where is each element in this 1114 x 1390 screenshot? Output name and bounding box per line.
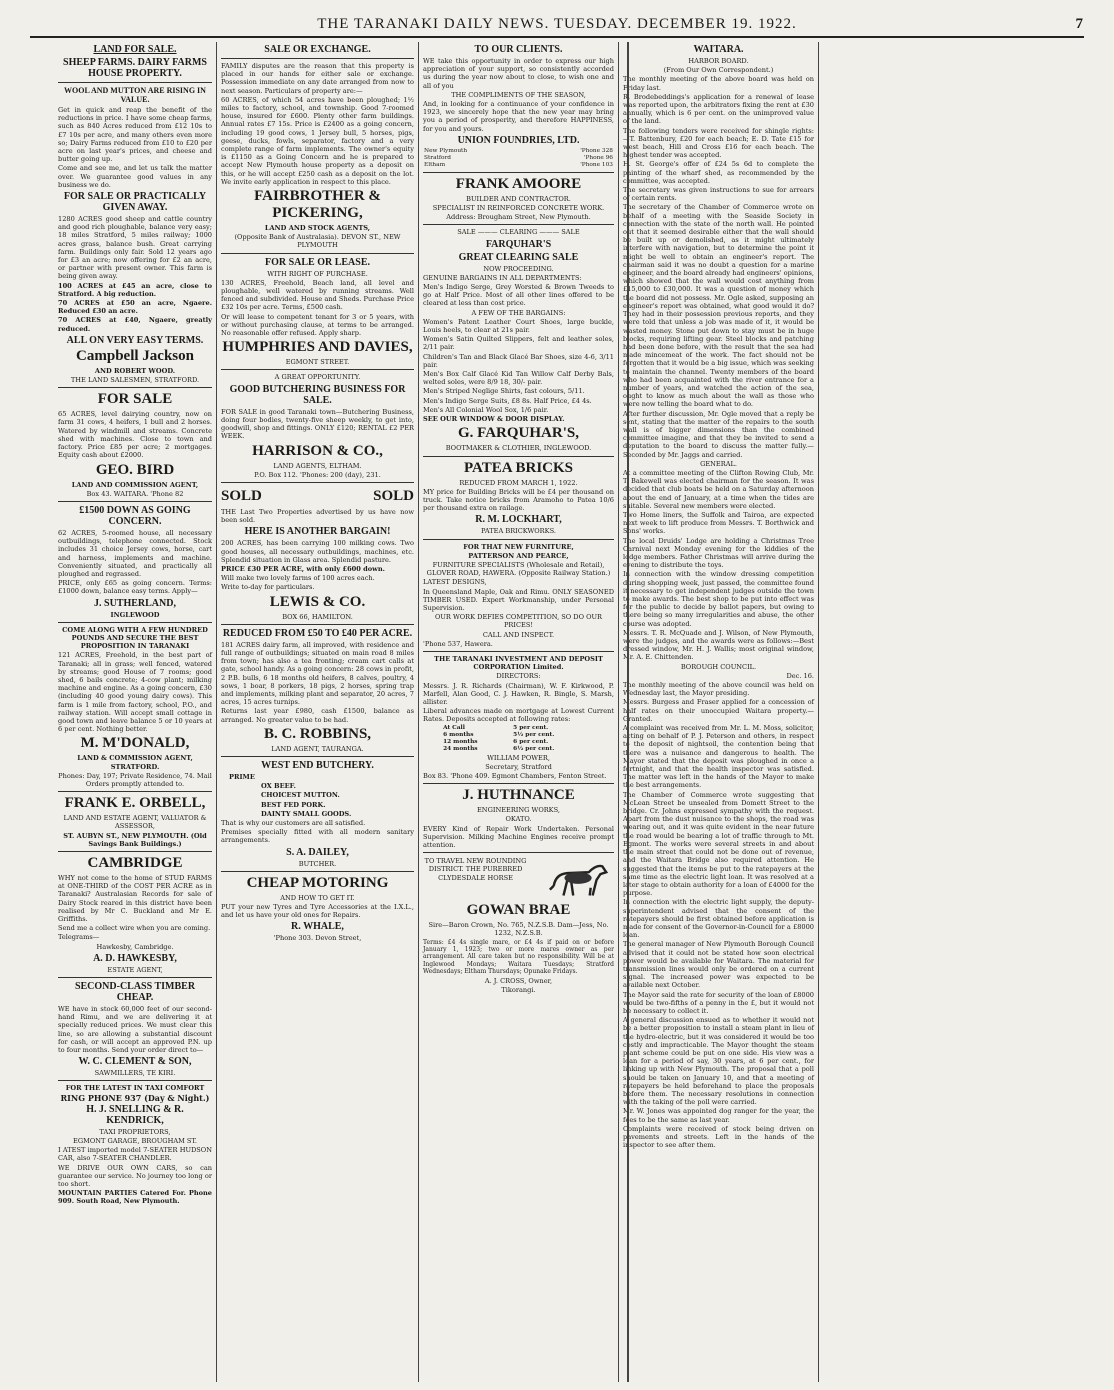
agent-detail: ENGINEERING WORKS,: [476, 806, 560, 815]
article-text: In connection with the window dressing competition during shopping week, just passed, the committee found it necessary to get independent judges outside the town to make awards. The best shop to be put into effect was for the public to decide by ballot papers, but owing to there being so many irregularities and abuse, the other course was adopted.: [623, 570, 814, 628]
ad-text: FURNITURE SPECIALISTS (Wholesale and Retail), GLOVER ROAD, HAWERA. (Opposite Railway Station.): [426, 560, 611, 578]
article-subheading: BOROUGH COUNCIL.: [680, 662, 757, 671]
agent-name: R. M. LOCKHART,: [475, 514, 562, 526]
ad-subheading: A FEW OF THE BARGAINS:: [471, 308, 566, 317]
ad-subheading: WITH RIGHT OF PURCHASE.: [267, 269, 368, 278]
ad-heading: CHEAP MOTORING: [246, 874, 389, 891]
cell: 6½ per cent.: [513, 745, 555, 752]
agent-name: S. A. DAILEY,: [286, 846, 349, 858]
agent-detail: BOOTMAKER & CLOTHIER, INGLEWOOD.: [445, 444, 592, 453]
horse-illustration: [546, 858, 614, 898]
article-subheading: HARBOR BOARD.: [688, 57, 749, 65]
ad-text: 70 ACRES at £40, Ngaere, greatly reduced.: [58, 316, 212, 333]
ad-text: MOUNTAIN PARTIES Catered For. Phone 909. South Road, New Plymouth.: [58, 1189, 212, 1206]
cell: Eltham: [424, 161, 446, 168]
ad-text: Sire—Baron Crown, No. 765, N.Z.S.B. Dam—Jess, No. 1232, N.Z.S.B.: [428, 921, 609, 938]
cell: 6 per cent.: [513, 738, 549, 745]
agent-name: J. HUTHNANCE: [462, 787, 575, 804]
ad-subheading: THE COMPLIMENTS OF THE SEASON,: [451, 90, 586, 99]
ad-heading: FOR SALE: [97, 391, 173, 408]
ad-heading: TO TRAVEL NEW ROUNDING DISTRICT. THE PUREBRED CLYDESDALE HORSE: [424, 857, 527, 882]
ad-text: Or will lease to competent tenant for 3 or 5 years, with or without purchasing clause, at terms to be arranged. No reasonable offer refused. Apply sharp.: [221, 312, 414, 338]
agent-detail: P.O. Box 112. 'Phones: 200 (day), 231.: [254, 470, 381, 479]
ad-text: Come and see me, and let us talk the matter over. We guarantee good values in any business we do.: [58, 164, 212, 189]
ad-text: PRICE, only £65 as going concern. Terms: £1000 down, balance easy terms. Apply—: [58, 579, 212, 596]
list-item: BEST FED PORK.: [261, 800, 326, 809]
agent-name: A. J. CROSS, Owner,: [484, 976, 553, 985]
article-text: H. St. George's offer of £24 5s 6d to complete the painting of the wharf shed, as recommended by the committee, was accepted.: [623, 160, 814, 185]
ad-text: 70 ACRES at £50 an acre, Ngaere. Reduced £30 an acre.: [58, 299, 212, 316]
ad-heading: ALL ON VERY EASY TERMS.: [66, 334, 204, 346]
ad-text: Liberal advances made on mortgage at Lowest Current Rates. Deposits accepted at following rates:: [423, 707, 614, 724]
article-text: The Mayor said the rate for security of the loan of £8000 would be two-fifths of a penny in the £, but it would not be necessary to collect it.: [623, 990, 814, 1015]
ad-text: In Queensland Maple, Oak and Rimu. ONLY SEASONED TIMBER USED. Expert Workmanship, under Personal Supervision.: [423, 587, 614, 612]
cell: New Plymouth: [424, 147, 468, 154]
masthead: [30, 14, 1084, 38]
agent-detail: ST. AUBYN ST., NEW PLYMOUTH. (Old Savings Bank Buildings.): [63, 831, 207, 848]
ad-heading: GREAT CLEARING SALE: [458, 251, 579, 263]
agent-name: H. J. SNELLING & R. KENDRICK,: [86, 1103, 184, 1126]
agent-name: J. SUTHERLAND,: [94, 597, 176, 609]
article-byline: (From Our Own Correspondent.): [663, 66, 774, 75]
agent-detail: THE LAND SALESMEN, STRATFORD.: [70, 376, 200, 385]
ad-text: Get in quick and reap the benefit of the reductions in price. I have some cheap farms, such as 840 Acres reduced from £12 10s to £7 10s per acre, and many others even more so; Dairy Farms reduced from £10 to £20 per acre on last year's prices, and cheese and butter going up.: [58, 106, 212, 164]
list-item: DAINTY SMALL GOODS.: [261, 809, 352, 818]
ad-text: GENUINE BARGAINS IN ALL DEPARTMENTS:: [423, 273, 582, 282]
agent-detail: EGMONT GARAGE, BROUGHAM ST.: [73, 1137, 197, 1146]
list-item: CHOICEST MUTTON.: [261, 791, 340, 800]
agent-detail: 'Phone 303. Devon Street,: [273, 934, 362, 943]
ad-heading: SALE OR EXCHANGE.: [264, 44, 371, 55]
article-text: A complaint was received from Mr. L. M. Moss, solicitor, acting on behalf of P. J. Peterson and others, in respect to the deposit of nightsoil, the contention being that there was a nuisance and dangerous to health. The Mayor stated that the deposit was ploughed in once a fortnight, and that the health inspector was satisfied. The matter was left in the hands of the Mayor to make the best arrangements.: [623, 724, 814, 790]
ad-heading: GOOD BUTCHERING BUSINESS FOR SALE.: [229, 383, 406, 406]
article-text: The monthly meeting of the above council was held on Wednesday last, the Mayor presiding.: [623, 681, 814, 698]
ad-heading: SALE ——— CLEARING ——— SALE: [457, 228, 580, 237]
ad-text: FOR SALE in good Taranaki town—Butchering Business, doing four bodies, twenty-five sheep weekly, to get into, goodwill, shop and fittings. ONLY £120; RENTAL £2 PER WEEK.: [221, 407, 414, 441]
ad-text: Messrs. J. R. Richards (Chairman), W. F. Kirkwood, P. Marfell, Alan Good, C. J. Hawken, R. Bingle, S. Marsh, allister.: [423, 681, 614, 706]
cell: 5½ per cent.: [513, 731, 555, 738]
ad-text: Men's Indigo Serge Suits, £8 8s. Half Price, £4 4s.: [423, 396, 592, 405]
ad-heading: FOR THAT NEW FURNITURE,: [463, 542, 574, 551]
cell: 24 months: [443, 745, 478, 752]
ad-text: WHY not come to the home of STUD FARMS at ONE-THIRD of the COST PER ACRE as in Taranaki? Australasian Records for sale of Dairy Stock reared in this district have been realised by Mr C. Buckland and Mr E. Griffiths.: [58, 874, 212, 924]
ad-heading: REDUCED FROM £50 TO £40 PER ACRE.: [222, 627, 413, 639]
sold-label: SOLD: [221, 487, 262, 504]
agent-detail: LAND AND COMMISSION AGENT,: [71, 480, 199, 489]
masthead-title: THE TARANAKI DAILY NEWS. TUESDAY. DECEMBER 19. 1922.: [317, 16, 797, 32]
ad-text: Men's Striped Neglige Shirts, fast colours, 5/11.: [423, 387, 585, 396]
article-subheading: GENERAL.: [700, 459, 737, 468]
ad-text: 62 ACRES, 5-roomed house, all necessary outbuildings, telephone connected. Stock includes 31 choice Jersey cows, horse, cart and harness, implements and machine. Conveniently situated, and practically all ploughed and regrassed.: [58, 528, 212, 578]
ad-text: 100 ACRES at £45 an acre, close to Stratford. A big reduction.: [58, 281, 212, 298]
ad-text: Terms: £4 4s single mare, or £4 4s if paid on or before January 1, 1923; two or more mares owner as per arrangement. All care taken but no responsibility. Will be at Inglewood Mondays; Waitara Tuesdays; Stratford Wednesdays; Eltham Thursdays; Opunake Fridays.: [423, 938, 614, 976]
ad-text: 200 ACRES, has been carrying 100 milking cows. Two good houses, all necessary outbuildings, machines, etc. Splendid situation in Glass area. Splendid pasture.: [221, 539, 414, 564]
ad-text: RING PHONE 937 (Day & Night.): [60, 1092, 210, 1103]
agent-detail: BOX 66, HAMILTON.: [282, 612, 353, 621]
agent-detail: OKATO.: [505, 815, 532, 824]
cell: 6 months: [443, 731, 474, 738]
table-row: [442, 746, 595, 753]
ad-text: Women's Patent Leather Court Shoes, large buckle, Louis heels, to clear at 21s pair.: [423, 317, 614, 335]
agent-detail: Box 43. WAITARA. 'Phone 82: [86, 489, 184, 498]
sold-banner: [221, 486, 414, 507]
agent-detail: Secretary, Stratford: [485, 762, 552, 771]
ad-text: Address: Brougham Street, New Plymouth.: [446, 213, 591, 222]
agent-detail: LAND AGENTS, ELTHAM.: [273, 461, 362, 470]
ad-text: WE take this opportunity in order to express our high appreciation of your support, so consistently accorded us during the year now about to close, to wish one and all of you: [423, 57, 614, 90]
article-text: The monthly meeting of the above board was held on Friday last.: [623, 75, 814, 92]
agent-detail: Phones: Day, 197; Private Residence, 74. Mail Orders promptly attended to.: [58, 771, 212, 788]
article-text: Mr. W. Jones was appointed dog ranger for the year, the fees to be the same as last year.: [623, 1107, 814, 1124]
agent-name: Campbell Jackson: [76, 347, 194, 364]
ad-text: Men's Box Calf Glacé Kid Tan Willow Calf Derby Bals, welted soles, were 8/9 18, 30/- pair.: [423, 370, 614, 387]
cell: 'Phone 96: [583, 154, 613, 161]
article-text: The following tenders were received for shingle rights:—T. Battenbury, £20 for each beach; E. D. Tate £15 for west beach, Hill and Cross £16 for each beach. The highest tender was accepted.: [623, 126, 814, 160]
article-heading: WAITARA.: [693, 44, 744, 55]
agent-name: WILLIAM POWER,: [487, 753, 550, 762]
article-date: Dec. 16.: [786, 671, 814, 680]
ad-heading: A GREAT OPPORTUNITY.: [274, 373, 361, 382]
ad-text: Telegrams—: [58, 933, 100, 942]
ad-text: Children's Tan and Black Glacé Bar Shoes, size 4-6, 3/11 pair.: [423, 352, 614, 369]
ad-heading: FARQUHAR'S: [485, 238, 552, 250]
ad-heading: FOR SALE OR PRACTICALLY GIVEN AWAY.: [63, 191, 207, 214]
ad-text: Women's Satin Quilted Slippers, felt and leather soles, 2/11 pair.: [423, 335, 614, 352]
article-text: After further discussion, Mr. Ogle moved that a reply be sent, stating that the matter of the repairs to the south wall is of bigger dimensions than the combined committee imagine, and that they be invited to send a deputation to the board to discuss the matter fully.—Seconded by Mr. Jaggs and carried.: [623, 409, 814, 459]
agent-detail: PATEA BRICKWORKS.: [481, 527, 556, 536]
table-row: [442, 732, 595, 739]
sold-label: SOLD: [373, 487, 414, 504]
agent-name: HUMPHRIES AND DAVIES,: [222, 339, 413, 356]
cell: At Call: [443, 724, 465, 731]
article-text: The general manager of New Plymouth Borough Council advised that it could not be stated how soon electrical power would be available for Waitara. The material for transmission lines would only be ordered on a current signal. The increased power was expected to be available next October.: [623, 940, 814, 990]
article-text: R. Brodebeddings's application for a renewal of lease was reported upon, the arbitrators fixing the rent at £30 annually, which is 6 per cent. on the unimproved value of the land.: [623, 92, 814, 126]
article-text: At a committee meeting of the Clifton Rowing Club, Mr. T. Bakewell was elected chairman for the season. It was decided that club boats be held on a Saturday afternoon about the end of January, at a time when the tides are suitable. Several new members were elected.: [623, 468, 814, 510]
ad-heading: SECOND-CLASS TIMBER CHEAP.: [74, 981, 196, 1004]
agent-name: FAIRBROTHER & PICKERING,: [254, 188, 381, 222]
ad-text: Men's All Colonial Wool Sox, 1/6 pair.: [423, 405, 549, 414]
agent-name: B. C. ROBBINS,: [263, 725, 372, 742]
column-2: [217, 42, 419, 1382]
article-text: The secretary of the Chamber of Commerce wrote on behalf of a meeting with the Seaside Society in connection with the state of the north wall. He pointed out that it seemed desirable either that the wall should be built up or demolished, as it might ultimately interfere with navigation, but to determine the point it might be well to obtain an engineer's report. The chairman said it was no doubt a question for a marine engineer, and the board already had engineers' opinions, which showed that the wall would cost anything from £15,000 to £30,000. It was a question of money which the board did not possess. Mr. Ogle asked, supposing an engineer's report was obtained, what good would it do? They had in their possession previous reports, and they were told that unless a job was made of it, it would be wasted money. Stone put down to stay must be in huge blocks, requiring lifting gear. Steel blocks and patching had been done before, with the result that the sea had made mincemeat of the work. The fact should not be forgotten that it would be a big issue, which was seeking to maintain the channel. Twenty members of the board who had been acquainted with the river entrance for a number of years, and watched the action of the sea, ought to know as much about the wall as those who were now telling the board what to do.: [623, 203, 815, 409]
ad-subheading: WOOL AND MUTTON ARE RISING IN VALUE.: [64, 86, 206, 104]
ad-text: 60 ACRES, of which 54 acres have been ploughed; 1½ miles to factory, school, and township. Good 7-roomed house, insured for £600. Plenty other farm buildings. Annual rates £7 15s. Price is £2400 as a going concern, including 19 good cows, 1 Jersey bull, 5 horses, pigs, geese, ducks, fowls, separator, factory and a very complete range of farm implements. The owner's equity is £1150 as a Going Concern and he is prepared to accept New Plymouth house property as a deposit on this, or he will accept £250 cash as a deposit on the lot. We invite early application in respect to this place.: [221, 95, 414, 186]
ad-heading: COME ALONG WITH A FEW HUNDRED POUNDS AND SECURE THE BEST PROPOSITION IN TARANAKI: [62, 625, 208, 651]
agent-name: W. C. CLEMENT & SON,: [78, 1056, 192, 1068]
rates-table: [442, 725, 595, 753]
ad-subheading: NOW PROCEEDING.: [483, 264, 554, 273]
ad-text: MY price for Building Bricks will be £4 per thousand on truck. Take notice bricks from Aramoho to Patea 10/6 per thousand extra on railage.: [423, 487, 614, 513]
ad-heading: THE TARANAKI INVESTMENT AND DEPOSIT CORPORATION Limited.: [434, 654, 603, 672]
ad-text: OUR WORK DEFIES COMPETITION, SO DO OUR PRICES!: [434, 613, 603, 630]
article-text: Messrs. Burgess and Fraser applied for a concession of half rates on their unoccupied Waitara property.—Granted.: [623, 698, 814, 723]
ad-text: FAMILY disputes are the reason that this property is placed in our hands for either sale or exchange. Possession immediate on any date arranged from now to next season. Particulars of property are:—: [221, 62, 414, 95]
ad-text: PUT your new Tyres and Tyre Accessories at the I.X.L., and let us have your old ones for Repairs.: [221, 903, 414, 920]
ad-text: Write to-day for particulars.: [221, 583, 315, 592]
ad-subheading: REDUCED FROM MARCH 1, 1922.: [459, 478, 578, 487]
article-text: Two Home liners, the Suffolk and Tairoa, are expected next week to lift produce from Messrs. T. Borthwick and Sons' works.: [623, 510, 814, 536]
ad-text: Returns last year £980, cash £1500, balance as arranged. No greater value to be had.: [221, 707, 414, 724]
agent-detail: AND ROBERT WOOD.: [94, 366, 176, 375]
ad-text: CALL AND INSPECT.: [482, 630, 555, 639]
ad-heading: FOR THE LATEST IN TAXI COMFORT: [65, 1084, 205, 1093]
agent-name: FRANK E. ORBELL,: [64, 795, 206, 812]
ad-text: That is why our customers are all satisfied.: [221, 818, 366, 827]
ad-heading: WEST END BUTCHERY.: [261, 759, 374, 771]
agent-detail: INGLEWOOD: [110, 610, 160, 619]
article-text: The secretary was given instructions to sue for arrears of certain rents.: [623, 186, 814, 203]
ad-text: I ATEST imported model 7-SEATER HUDSON CAR, also 7-SEATER CHANDLER.: [58, 1146, 212, 1163]
article-text: A general discussion ensued as to whether it would not be a better proposition to install a steam plant in lieu of the hydro-electric, but it was considered it would be too costly and impracticable. The Mayor thought the steam plant scheme could be put on one side. His view was a loan for a period of say, 30 years, at 6 per cent., for linking up with New Plymouth. The proposal that a poll should be taken on January 10, and that a meeting of ratepayers be held beforehand to place the proposals before them. The necessary resolutions in connection with the taking of the poll were carried.: [623, 1016, 814, 1107]
agent-detail: LAND AND STOCK AGENTS,: [264, 224, 371, 233]
agent-detail: BUILDER AND CONTRACTOR.: [466, 194, 571, 203]
ad-text: Premises specially fitted with all modern sanitary arrangements.: [221, 828, 414, 845]
ad-heading: £1500 DOWN AS GOING CONCERN.: [79, 504, 191, 527]
ad-heading: CAMBRIDGE: [87, 855, 183, 871]
ad-heading: UNION FOUNDRIES, LTD.: [457, 134, 580, 146]
ad-heading: FOR SALE OR LEASE.: [264, 256, 371, 268]
column-3: [419, 42, 619, 1382]
list-item: PRIME: [229, 772, 255, 781]
table-row: [423, 162, 614, 169]
ad-heading: PATTERSON AND PEARCE,: [468, 551, 569, 560]
agent-name: M. M'DONALD,: [80, 735, 190, 752]
agent-detail: (Opposite Bank of Australasia). DEVON ST., NEW PLYMOUTH: [234, 233, 401, 250]
agent-name: GEO. BIRD: [95, 461, 175, 478]
ad-heading: HERE IS ANOTHER BARGAIN!: [244, 526, 391, 538]
agent-name: G. FARQUHAR'S,: [458, 425, 579, 442]
ad-heading: PATEA BRICKS: [463, 459, 574, 476]
ad-text: SEE OUR WINDOW & DOOR DISPLAY.: [423, 415, 565, 424]
agent-detail: LAND AGENT, TAURANGA.: [271, 744, 364, 753]
agent-name: A. D. HAWKESBY,: [93, 952, 177, 964]
agent-detail: LAND & COMMISSION AGENT, STRATFORD.: [77, 754, 193, 771]
agent-name: HARRISON & CO.,: [252, 442, 383, 459]
ad-text: And, in looking for a continuance of your confidence in 1923, we sincerely hope that the new year may bring you a period of prosperity, and therefore HAPPINESS, for you and yours.: [423, 100, 614, 133]
agent-name: FRANK AMOORE: [455, 175, 582, 192]
cell: 5 per cent.: [513, 724, 549, 731]
ad-text: THE Last Two Properties advertised by us have now been sold.: [221, 507, 414, 525]
agent-detail: BUTCHER.: [298, 859, 337, 868]
ad-text: 130 ACRES, Freehold, Beach land, all level and ploughable, well watered by running streams. Well fenced and subdivided. House and Sheds. Purchase Price £32 10s per acre. Terms, £500 cash.: [221, 278, 414, 312]
ad-subheading: AND HOW TO GET IT.: [280, 893, 355, 902]
ad-heading: GOWAN BRAE: [466, 902, 571, 919]
agent-detail: LAND AND ESTATE AGENT, VALUATOR & ASSESSOR,: [63, 814, 207, 831]
agent-detail: Tikorangi.: [501, 985, 536, 994]
agent-name: R. WHALE,: [291, 921, 344, 933]
table-row: [442, 725, 595, 732]
ad-text: Men's Indigo Serge, Grey Worsted & Brown Tweeds to go at Half Price. Most of all other lines offered to be cleared at less than cost price.: [423, 283, 614, 308]
cell: 'Phone 328: [580, 147, 613, 154]
ad-text: 181 ACRES dairy farm, all improved, with residence and full range of outbuildings; situated on main road 8 miles from town; has also a tea fronting; cream cart calls at gate, school handy. As a going concern: 28 cows in profit, 2 P.B. bulls, 6 18 months old heifers, 8 calves, poultry, 4 sows, 1 boar, 8 porkers, 18 pigs, 2 horses, spring trap and implements, milking plant and separator, 20 acres, 7 acres, 15 acres turnips.: [221, 640, 414, 707]
ad-text: Box 83. 'Phone 409. Egmont Chambers, Fenton Street.: [423, 771, 607, 780]
ad-text: WE have in stock 60,000 feet of our second-hand Rimu, and we are delivering it at specially reduced prices. We must clear this line, so are allowing a substantial discount for cash, or will accept an approved P.N. up to four months. Send your order direct to—: [58, 1005, 212, 1055]
ad-heading: SHEEP FARMS. DAIRY FARMS HOUSE PROPERTY.: [63, 57, 207, 79]
agent-detail: TAXI PROPRIETORS,: [99, 1127, 171, 1136]
ad-heading: TO OUR CLIENTS.: [474, 44, 563, 55]
agent-name: LEWIS & CO.: [269, 593, 366, 610]
cell: Stratford: [424, 154, 451, 161]
cell: 'Phone 103: [580, 161, 613, 168]
ad-text: EVERY Kind of Repair Work Undertaken. Personal Supervision. Milking Machine Engines receive prompt attention.: [423, 824, 614, 849]
phone-table: [423, 148, 614, 169]
table-row: [423, 155, 614, 162]
ad-text: PRICE £30 PER ACRE, with only £600 down.: [221, 564, 385, 573]
ad-subheading: DIRECTORS:: [496, 672, 541, 681]
agent-detail: EGMONT STREET.: [285, 358, 350, 367]
article-text: Complaints were received of stock being driven on pavements and streets. Left in the hands of the inspector to see after them.: [623, 1124, 814, 1150]
page-number: 7: [1075, 16, 1084, 32]
ad-text: 1280 ACRES good sheep and cattle country and good rich ploughable, balance very easy; 18 miles Stratford, 5 miles railway; 1000 acres grass, balance bush. Great carrying farm. Buildings only fair. Sold 12 years ago for £3 an acre; now offering for £2 an acre, or partner with present owner. This farm is being given away.: [58, 215, 212, 281]
ad-text: Hawkesby, Cambridge.: [96, 942, 174, 951]
article-text: The local Druids' Lodge are holding a Christmas Tree Carnival next Monday evening for the kiddies of the lodge members. Father Christmas will arrive during the evening to distribute the toys.: [623, 536, 814, 570]
ad-text: Send me a collect wire when you are coming.: [58, 924, 211, 933]
ad-text: 'Phone 537, Hawera.: [423, 639, 493, 648]
ad-text: 121 ACRES, Freehold, in the best part of Taranaki; all in grass; well fenced, watered by streams; good House of 7 rooms; good shed, 6 bails concrete; 4-cow plant; milking machine and engine. As a going concern, £30 (including 40 good young dairy cows). This farm is 1 mile from factory, school, P.O., and railway station. Will accept small cottage in good town and leave balance 5 or 10 years at 6 per cent. Nothing better.: [58, 651, 212, 734]
ad-text: LATEST DESIGNS,: [423, 578, 487, 587]
ad-text: Will make two lovely farms of 100 acres each.: [221, 574, 375, 583]
article-text: The Chamber of Commerce wrote suggesting that McLean Street be unsealed from Domett Street to the bridge. Cr. Johns expressed sympathy with the request. Apart from the dust nuisance to the shops, the road was wearing out, and it was quite evident in the near future the road would be bearing a lot of traffic through to Mt. Egmont. The works were several streets in and about the main street that could not be done out of revenue, and the Waitara Bridge also required attention. He suggested that the items be put to the ratepayers at the same time as the electric light loan. It was resolved at a later stage to obtain authority for a loan of £4000 for the purpose.: [623, 790, 814, 898]
section-heading: LAND FOR SALE.: [93, 44, 177, 55]
table-row: [423, 148, 614, 155]
cell: 12 months: [443, 738, 478, 745]
agent-detail: SAWMILLERS, TE KIRI.: [94, 1069, 176, 1078]
article-text: In connection with the electric light supply, the deputy-superintendent advised that the consent of the ratepayers should be first obtained before application is made for consent of the Governor-in-Council for a £8000 loan.: [623, 898, 814, 940]
list-item: OX BEEF.: [261, 782, 296, 791]
ad-text: 65 ACRES, level dairying country, now on farm 31 cows, 4 heifers, 1 bull and 2 horses. Watered by windmill and streams. Concrete shed with machines. Close to town and factory. Price £85 per acre; 2 mortgages. Equity cash about £2000.: [58, 410, 212, 460]
article-text: Messrs. T. R. McQuade and J. Wilson, of New Plymouth, were the judges, and the awards were as follows:—Best dressed window, Mr. H. J. Wallis; most original window, Mr. A. E. Chittenden.: [623, 628, 814, 662]
ad-text: SPECIALIST IN REINFORCED CONCRETE WORK.: [432, 204, 605, 213]
agent-detail: ESTATE AGENT,: [107, 965, 163, 974]
column-5: [619, 42, 819, 1382]
column-1: [54, 42, 217, 1382]
ad-text: WE DRIVE OUR OWN CARS, so can guarantee our service. No journey too long or too short.: [58, 1163, 212, 1189]
table-row: [442, 739, 595, 746]
